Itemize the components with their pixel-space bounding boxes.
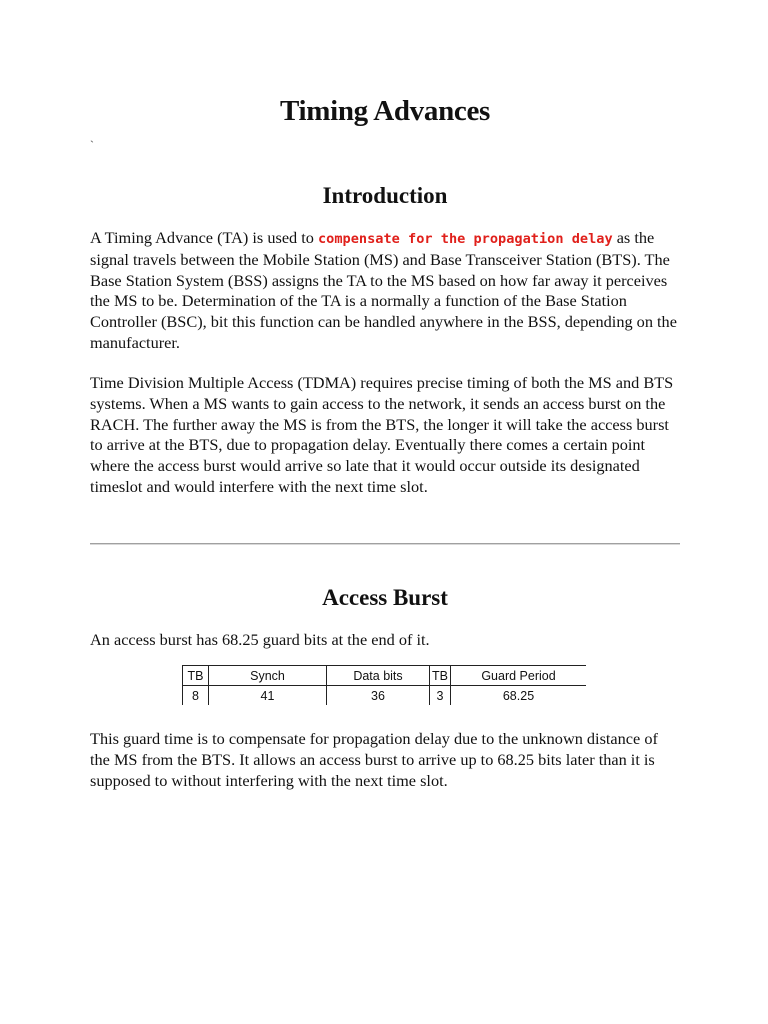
table-header-row (183, 666, 587, 686)
table-cell: 68.25 (502, 688, 535, 703)
stray-mark: ` (90, 138, 94, 152)
table-header-cell: Guard Period (451, 666, 587, 686)
intro-p1-text-end: as the signal travels between the Mobile Station (MS) and Base Transceiver Station (BTS). The Base Station System (BSS) assigns the TA to the MS based on how far away it perceives the MS to be. Determination of the TA is a normally a function of the Base Station Controller (BSC), bit this function can be handled anywhere in the BSS, depending on the manufacturer. (90, 228, 677, 352)
table-cell: 3 (430, 686, 451, 706)
introduction-heading: Introduction (322, 183, 448, 208)
table-cell: 36 (327, 686, 430, 706)
table-cell: 8 (183, 686, 209, 706)
table-row (183, 686, 587, 706)
table-header-cell: TB (430, 666, 451, 686)
access-burst-heading: Access Burst (322, 585, 448, 610)
table-cell: 41 (209, 686, 327, 706)
section-divider (90, 543, 680, 545)
access-burst-paragraph-2: This guard time is to compensate for propagation delay due to the unknown distance of the MS from the BTS. It allows an access burst to arrive up to 68.25 bits later than it is supposed to without interfering with the next time slot. (90, 729, 658, 790)
table-header-cell: TB (183, 666, 209, 686)
access-burst-paragraph-1: An access burst has 68.25 guard bits at the end of it. (90, 630, 430, 649)
intro-p1-text-start: A Timing Advance (TA) is used to (90, 228, 318, 247)
table-header-cell: Synch (209, 666, 327, 686)
document-title: Timing Advances (279, 95, 491, 127)
highlighted-phrase: compensate for the propagation delay (318, 231, 613, 247)
access-burst-table (182, 665, 586, 705)
intro-paragraph-2: Time Division Multiple Access (TDMA) requires precise timing of both the MS and BTS systems. When a MS wants to gain access to the network, it sends an access burst on the RACH. The further away the MS is from the BTS, the longer it will take the access burst to arrive at the BTS, due to propagation delay. Eventually there comes a certain point where the access burst would arrive so late that it would occur outside its designated timeslot and would interfere with the next time slot. (90, 373, 674, 496)
table-header-cell: Data bits (327, 666, 430, 686)
intro-paragraph-1 (90, 228, 680, 354)
